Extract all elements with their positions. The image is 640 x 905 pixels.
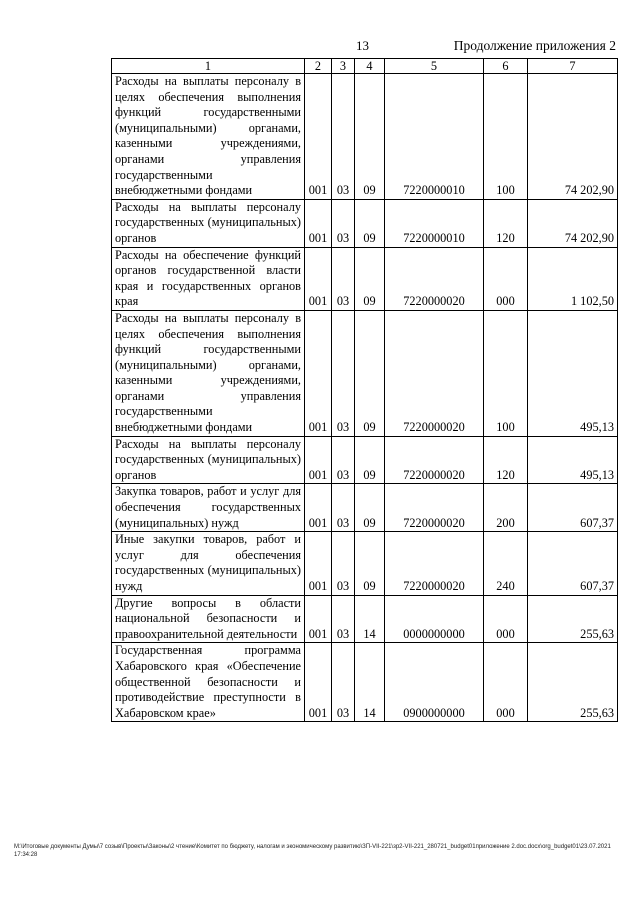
expense-name-cell: Другие вопросы в области национальной безопасности и правоохранительной деятельности: [112, 595, 305, 643]
expense-name-cell: Закупка товаров, работ и услуг для обеспечения государственных (муниципальных) нужд: [112, 484, 305, 532]
section-code-cell: 03: [332, 436, 355, 484]
ministry-code-cell: 001: [305, 310, 332, 436]
ministry-code-cell: 001: [305, 247, 332, 310]
column-header: 3: [332, 59, 355, 74]
expense-type-cell: 200: [484, 484, 528, 532]
column-header: 5: [385, 59, 484, 74]
section-code-cell: 03: [332, 643, 355, 722]
file-path-footer: М:\Итоговые документы Думы\7 созыв\Проекты\Законы\2 чтение\Комитет по бюджету, налогам и экономическому развитию\ЗП-VII-221\зр2-VII-221_280721_budget01приложение 2.doc.docx\org_budget01\23.07.2021 17:34:28: [14, 844, 611, 858]
ministry-code-cell: 001: [305, 199, 332, 247]
table-row: [112, 199, 618, 247]
table-row: [112, 595, 618, 643]
expense-name-cell: Расходы на выплаты персоналу государственных (муниципальных) органов: [112, 436, 305, 484]
amount-cell: 1 102,50: [528, 247, 618, 310]
expense-name-cell: Расходы на выплаты персоналу в целях обеспечения выполнения функций государственными (муниципальными) органами, казенными учреждениями, органами управления государственными внебюджетными фондами: [112, 310, 305, 436]
budget-table: [111, 58, 618, 722]
target-article-cell: 7220000020: [385, 310, 484, 436]
section-code-cell: 03: [332, 74, 355, 200]
table-row: [112, 247, 618, 310]
expense-type-cell: 120: [484, 436, 528, 484]
subsection-code-cell: 09: [355, 199, 385, 247]
table-row: [112, 74, 618, 200]
expense-name-cell: Расходы на обеспечение функций органов государственной власти края и государственных органов края: [112, 247, 305, 310]
target-article-cell: 7220000020: [385, 436, 484, 484]
target-article-cell: 0900000000: [385, 643, 484, 722]
section-code-cell: 03: [332, 532, 355, 595]
target-article-cell: 7220000010: [385, 199, 484, 247]
section-code-cell: 03: [332, 484, 355, 532]
section-code-cell: 03: [332, 199, 355, 247]
target-article-cell: 7220000020: [385, 484, 484, 532]
column-header: 1: [112, 59, 305, 74]
expense-type-cell: 000: [484, 643, 528, 722]
subsection-code-cell: 09: [355, 74, 385, 200]
subsection-code-cell: 14: [355, 595, 385, 643]
amount-cell: 255,63: [528, 643, 618, 722]
ministry-code-cell: 001: [305, 74, 332, 200]
table-row: [112, 310, 618, 436]
ministry-code-cell: 001: [305, 595, 332, 643]
table-row: [112, 484, 618, 532]
target-article-cell: 7220000020: [385, 247, 484, 310]
expense-name-cell: Государственная программа Хабаровского края «Обеспечение общественной безопасности и противодействие преступности в Хабаровском крае»: [112, 643, 305, 722]
expense-name-cell: Иные закупки товаров, работ и услуг для обеспечения государственных (муниципальных) нужд: [112, 532, 305, 595]
appendix-continuation-label: Продолжение приложения 2: [453, 38, 616, 53]
amount-cell: 255,63: [528, 595, 618, 643]
expense-type-cell: 100: [484, 74, 528, 200]
expense-name-cell: Расходы на выплаты персоналу в целях обеспечения выполнения функций государственными (муниципальными) органами, казенными учреждениями, органами управления государственными внебюджетными фондами: [112, 74, 305, 200]
expense-name-cell: Расходы на выплаты персоналу государственных (муниципальных) органов: [112, 199, 305, 247]
section-code-cell: 03: [332, 595, 355, 643]
ministry-code-cell: 001: [305, 484, 332, 532]
amount-cell: 607,37: [528, 532, 618, 595]
expense-type-cell: 000: [484, 247, 528, 310]
column-header: 2: [305, 59, 332, 74]
column-header: 7: [528, 59, 618, 74]
table-header-row: [112, 59, 618, 74]
section-code-cell: 03: [332, 310, 355, 436]
ministry-code-cell: 001: [305, 643, 332, 722]
subsection-code-cell: 09: [355, 247, 385, 310]
subsection-code-cell: 09: [355, 484, 385, 532]
target-article-cell: 0000000000: [385, 595, 484, 643]
column-header: 6: [484, 59, 528, 74]
subsection-code-cell: 09: [355, 436, 385, 484]
target-article-cell: 7220000010: [385, 74, 484, 200]
section-code-cell: 03: [332, 247, 355, 310]
amount-cell: 607,37: [528, 484, 618, 532]
ministry-code-cell: 001: [305, 436, 332, 484]
table-row: [112, 532, 618, 595]
expense-type-cell: 240: [484, 532, 528, 595]
expense-type-cell: 100: [484, 310, 528, 436]
amount-cell: 74 202,90: [528, 74, 618, 200]
subsection-code-cell: 09: [355, 310, 385, 436]
table-row: [112, 643, 618, 722]
page-number: 13: [356, 38, 369, 53]
subsection-code-cell: 09: [355, 532, 385, 595]
column-header: 4: [355, 59, 385, 74]
table-row: [112, 436, 618, 484]
amount-cell: 495,13: [528, 436, 618, 484]
target-article-cell: 7220000020: [385, 532, 484, 595]
subsection-code-cell: 14: [355, 643, 385, 722]
ministry-code-cell: 001: [305, 532, 332, 595]
expense-type-cell: 120: [484, 199, 528, 247]
expense-type-cell: 000: [484, 595, 528, 643]
amount-cell: 74 202,90: [528, 199, 618, 247]
amount-cell: 495,13: [528, 310, 618, 436]
